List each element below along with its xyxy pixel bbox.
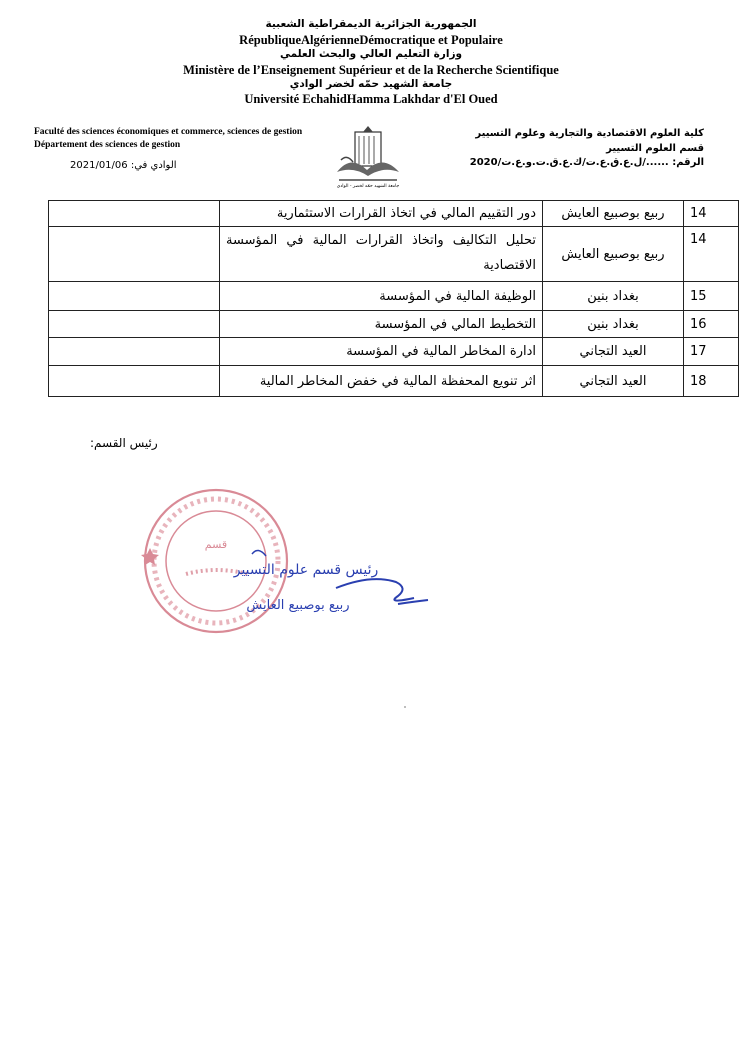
faculty-ar-block <box>470 127 704 171</box>
supervisor-name: ربيع بوصبيع العايش <box>543 201 684 227</box>
reference-number: الرقم: ....../ل.ع.ق.ع.ت/ك.ع.ق.ت.و.ع.ت/2020 <box>469 157 704 168</box>
date-line <box>70 160 177 171</box>
official-stamp-and-signature <box>136 486 436 636</box>
republic-ar: الجمهورية الجزائرية الديمقراطية الشعبية <box>265 18 477 30</box>
republic-fr: RépubliqueAlgérienneDémocratique et Populaire <box>239 32 503 47</box>
topics-table <box>48 200 739 397</box>
department-fr: Département des sciences de gestion <box>34 139 181 150</box>
notes-cell <box>49 227 220 282</box>
table-row <box>49 282 739 311</box>
university-ar: جامعة الشهيد حمّه لخضر الوادي <box>289 77 453 90</box>
table-row <box>49 201 739 227</box>
table-row <box>49 338 739 366</box>
table-row <box>49 227 739 282</box>
signature-flourish <box>252 550 266 556</box>
topic-title: ادارة المخاطر المالية في المؤسسة <box>220 338 543 366</box>
topic-title: التخطيط المالي في المؤسسة <box>220 311 543 338</box>
notes-cell <box>49 311 220 338</box>
topic-title: دور التقييم المالي في اتخاذ القرارات الاستثمارية <box>220 201 543 227</box>
ministry-ar: وزارة التعليم العالي والبحث العلمي <box>279 47 463 60</box>
notes-cell <box>49 338 220 366</box>
row-number: 18 <box>684 366 739 397</box>
notes-cell <box>49 282 220 311</box>
university-fr: Université EchahidHamma Lakhdar d'El Oued <box>244 92 498 107</box>
faculty-ar: كلية العلوم الاقتصادية والتجارية وعلوم التسيير <box>475 128 704 139</box>
stamp-inner-ring <box>166 511 266 611</box>
row-number: 17 <box>684 338 739 366</box>
topic-title: الوظيفة المالية في المؤسسة <box>220 282 543 311</box>
department-head-label: رئيس القسم: <box>90 436 158 450</box>
supervisor-name: العيد التجاني <box>543 338 684 366</box>
notes-cell <box>49 201 220 227</box>
row-number: 15 <box>684 282 739 311</box>
stamp-department-word: قسم <box>204 538 228 551</box>
notes-cell <box>49 366 220 397</box>
table-row <box>49 366 739 397</box>
date-label: الوادي في: <box>130 160 177 171</box>
supervisor-name: بغداد بنين <box>543 282 684 311</box>
logo-caption: جامعة الشهيد حمّه لخضر - الوادي <box>336 184 400 189</box>
table-row <box>49 311 739 338</box>
topic-title: اثر تنويع المحفظة المالية في خفض المخاطر المالية <box>220 366 543 397</box>
signature-title: رئيس قسم علوم التسيير <box>233 562 379 578</box>
faculty-fr: Faculté des sciences économiques et commerce, sciences de gestion <box>34 127 303 137</box>
supervisor-name: ربيع بوصبيع العايش <box>543 227 684 282</box>
supervisor-name: بغداد بنين <box>543 311 684 338</box>
date-value: 2021/01/06 <box>70 160 128 171</box>
row-number: 16 <box>684 311 739 338</box>
faculty-fr-block <box>34 126 302 152</box>
letterhead <box>0 18 742 108</box>
topic-title: تحليل التكاليف واتخاذ القرارات المالية في المؤسسة الاقتصادية <box>220 227 543 282</box>
signature-name: ربيع بوصبيع العايش <box>246 598 350 613</box>
supervisor-name: العيد التجاني <box>543 366 684 397</box>
department-ar: قسم العلوم التسيير <box>606 142 704 154</box>
ministry-fr: Ministère de l’Enseignement Supérieur et de la Recherche Scientifique <box>183 62 559 77</box>
scan-speck <box>404 706 406 708</box>
row-number: 14 <box>684 227 739 282</box>
row-number: 14 <box>684 201 739 227</box>
university-logo <box>333 124 403 190</box>
